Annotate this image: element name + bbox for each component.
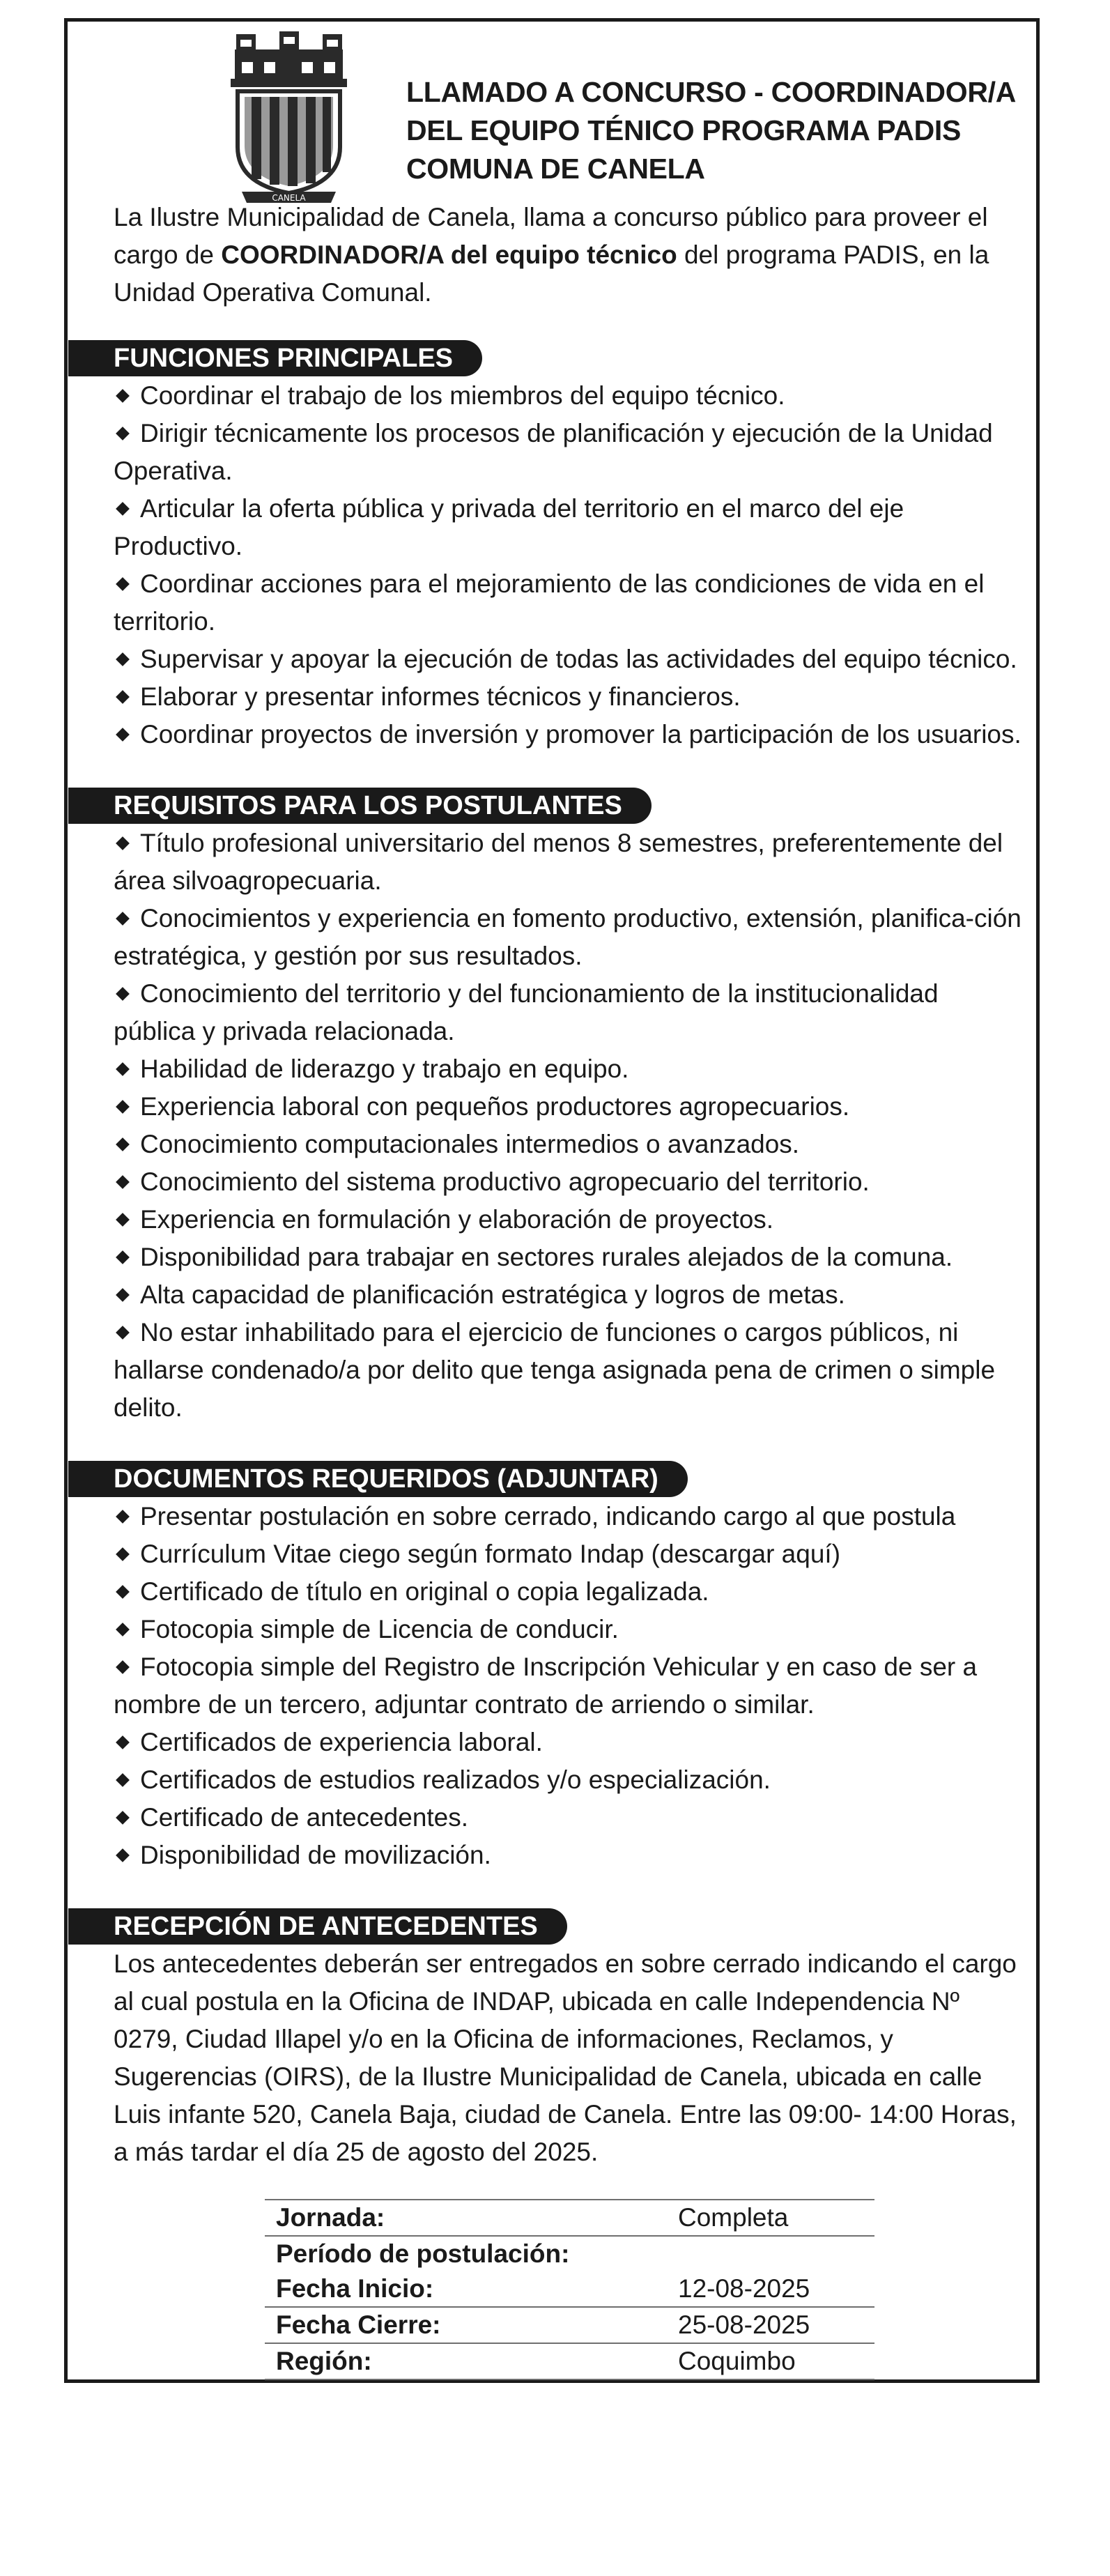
list-item-text: Experiencia en formulación y elaboración de proyectos. <box>140 1205 774 1234</box>
list-item-text: Certificado de título en original o copia legalizada. <box>140 1577 709 1606</box>
table-value: 25-08-2025 <box>667 2307 874 2343</box>
list-item-text: Disponibilidad para trabajar en sectores rurales alejados de la comuna. <box>140 1243 953 1271</box>
list-item <box>114 1724 1026 1761</box>
list-item <box>114 1799 1026 1837</box>
diamond-bullet-icon <box>116 912 130 926</box>
section-heading-documentos <box>114 1460 1026 1498</box>
list-item-text: Disponibilidad de movilización. <box>140 1841 491 1869</box>
list-item <box>114 415 1026 490</box>
diamond-bullet-icon <box>116 1175 130 1189</box>
title-line: COMUNA DE CANELA <box>406 153 705 185</box>
page-title <box>406 73 1075 188</box>
diamond-bullet-icon <box>116 728 130 742</box>
list-item <box>114 678 1026 716</box>
table-row <box>265 2307 874 2343</box>
list-item <box>114 1126 1026 1163</box>
list-item-text: Conocimiento del territorio y del funcionamiento de la institucionalidad pública y privada relacionada. <box>114 979 939 1045</box>
diamond-bullet-icon <box>116 1326 130 1340</box>
list-funciones <box>114 377 1026 753</box>
list-item-text: Supervisar y apoyar la ejecución de todas las actividades del equipo técnico. <box>140 645 1017 673</box>
list-item <box>114 1088 1026 1126</box>
table-label: Período de postulación: <box>276 2239 570 2268</box>
table-value: Completa <box>667 2200 874 2236</box>
list-item <box>114 565 1026 641</box>
list-item-text: Certificados de estudios realizados y/o especialización. <box>140 1765 771 1794</box>
diamond-bullet-icon <box>116 1585 130 1599</box>
list-item <box>114 975 1026 1050</box>
canela-crest-icon <box>214 29 364 210</box>
list-item-text: Certificados de experiencia laboral. <box>140 1728 543 1756</box>
list-item <box>114 1201 1026 1239</box>
list-item <box>114 1535 1026 1573</box>
table-row <box>265 2200 874 2236</box>
diamond-bullet-icon <box>116 502 130 516</box>
diamond-bullet-icon <box>116 1660 130 1674</box>
list-item <box>114 1239 1026 1276</box>
table-label: Región: <box>265 2343 667 2379</box>
list-item-text: Coordinar el trabajo de los miembros del equipo técnico. <box>140 381 785 410</box>
list-item-text: Conocimientos y experiencia en fomento productivo, extensión, planifica-ción estratégica, y gestión por sus resultados. <box>114 904 1022 970</box>
diamond-bullet-icon <box>116 1100 130 1114</box>
section-heading-label: REQUISITOS PARA LOS POSTULANTES <box>68 788 652 824</box>
list-item <box>114 1611 1026 1648</box>
diamond-bullet-icon <box>116 1288 130 1302</box>
list-item-text: Conocimiento computacionales intermedios o avanzados. <box>140 1130 800 1158</box>
table-label: Jornada: <box>265 2200 667 2236</box>
diamond-bullet-icon <box>116 1213 130 1227</box>
list-item <box>114 1163 1026 1201</box>
notice-body <box>114 199 1026 2171</box>
section-heading-label: RECEPCIÓN DE ANTECEDENTES <box>68 1908 567 1945</box>
list-item <box>114 1573 1026 1611</box>
diamond-bullet-icon <box>116 389 130 403</box>
title-line: DEL EQUIPO TÉNICO PROGRAMA PADIS <box>406 114 962 146</box>
diamond-bullet-icon <box>116 1062 130 1076</box>
list-item-text: Articular la oferta pública y privada del territorio en el marco del eje Productivo. <box>114 494 904 560</box>
diamond-bullet-icon <box>116 577 130 591</box>
list-item-text: Coordinar acciones para el mejoramiento de las condiciones de vida en el territorio. <box>114 569 985 636</box>
diamond-bullet-icon <box>116 1735 130 1749</box>
diamond-bullet-icon <box>116 652 130 666</box>
intro-paragraph <box>114 199 1026 312</box>
list-item-text: Experiencia laboral con pequeños productores agropecuarios. <box>140 1092 850 1121</box>
list-item <box>114 1314 1026 1427</box>
diamond-bullet-icon <box>116 1811 130 1825</box>
table-value <box>667 2236 874 2271</box>
diamond-bullet-icon <box>116 1250 130 1264</box>
section-heading-label: FUNCIONES PRINCIPALES <box>68 340 482 376</box>
list-item <box>114 1050 1026 1088</box>
list-item-text: Alta capacidad de planificación estratégica y logros de metas. <box>140 1280 845 1309</box>
diamond-bullet-icon <box>116 836 130 850</box>
table-value: Coquimbo <box>667 2343 874 2379</box>
reception-paragraph: Los antecedentes deberán ser entregados en sobre cerrado indicando el cargo al cual postula en la Oficina de INDAP, ubicada en calle Independencia Nº 0279, Ciudad Illapel y/o en la Oficina de informaciones, Reclamos, y Sugerencias (OIRS), de la Ilustre Municipalidad de Canela, ubicada en calle Luis infante 520, Canela Baja, ciudad de Canela. Entre las 09:00- 14:00 Horas, a más tardar el día 25 de agosto del 2025. <box>114 1949 1017 2166</box>
list-item-text: Fotocopia simple de Licencia de conducir. <box>140 1615 619 1643</box>
diamond-bullet-icon <box>116 427 130 440</box>
table-row <box>265 2271 874 2307</box>
list-item-text: Elaborar y presentar informes técnicos y financieros. <box>140 682 741 711</box>
diamond-bullet-icon <box>116 987 130 1001</box>
list-item-text: No estar inhabilitado para el ejercicio de funciones o cargos públicos, ni hallarse condenado/a por delito que tenga asignada pena de crimen o simple delito. <box>114 1318 996 1422</box>
section-heading-funciones <box>114 339 1026 377</box>
title-line: LLAMADO A CONCURSO - COORDINADOR/A <box>406 76 1017 108</box>
info-table <box>265 2199 874 2380</box>
intro-text-end: del programa PADIS, en la Unidad Operativa Comunal. <box>114 240 989 307</box>
section-heading-requisitos <box>114 787 1026 825</box>
list-item <box>114 825 1026 900</box>
table-row <box>265 2343 874 2379</box>
diamond-bullet-icon <box>116 1773 130 1787</box>
list-item-text: Currículum Vitae ciego según formato Indap (descargar aquí) <box>140 1540 841 1568</box>
section-heading-recepcion <box>114 1908 1026 1945</box>
diamond-bullet-icon <box>116 1510 130 1524</box>
list-item-text: Certificado de antecedentes. <box>140 1803 469 1832</box>
list-item <box>114 377 1026 415</box>
crest-ribbon-text: CANELA <box>272 193 306 203</box>
diamond-bullet-icon <box>116 1623 130 1636</box>
list-item-text: Conocimiento del sistema productivo agropecuario del territorio. <box>140 1167 870 1196</box>
table-row <box>265 2236 874 2271</box>
table-label: Fecha Cierre: <box>265 2307 667 2343</box>
list-item-text: Habilidad de liderazgo y trabajo en equipo. <box>140 1055 629 1083</box>
list-item <box>114 1837 1026 1874</box>
table-value: 12-08-2025 <box>667 2271 874 2307</box>
list-item-text: Presentar postulación en sobre cerrado, indicando cargo al que postula <box>140 1502 956 1531</box>
diamond-bullet-icon <box>116 1137 130 1151</box>
list-item <box>114 1648 1026 1724</box>
list-item <box>114 641 1026 678</box>
list-item <box>114 900 1026 975</box>
list-item <box>114 1498 1026 1535</box>
list-item-text: Coordinar proyectos de inversión y promover la participación de los usuarios. <box>140 720 1022 749</box>
list-requisitos <box>114 825 1026 1427</box>
diamond-bullet-icon <box>116 690 130 704</box>
list-item <box>114 1276 1026 1314</box>
intro-bold-position: COORDINADOR/A del equipo técnico <box>221 240 677 269</box>
list-item-text: Título profesional universitario del menos 8 semestres, preferentemente del área silvoagropecuaria. <box>114 829 1003 895</box>
list-item <box>114 490 1026 565</box>
intro-text: La Ilustre Municipalidad de Canela, llama a concurso público para proveer el cargo de <box>114 203 988 269</box>
list-item <box>114 1761 1026 1799</box>
list-item <box>114 716 1026 753</box>
section-heading-label: DOCUMENTOS REQUERIDOS (ADJUNTAR) <box>68 1461 688 1497</box>
table-label: Fecha Inicio: <box>265 2271 667 2307</box>
diamond-bullet-icon <box>116 1848 130 1862</box>
list-documentos <box>114 1498 1026 1874</box>
list-item-text: Dirigir técnicamente los procesos de planificación y ejecución de la Unidad Operativa. <box>114 419 993 485</box>
diamond-bullet-icon <box>116 1547 130 1561</box>
list-item-text: Fotocopia simple del Registro de Inscripción Vehicular y en caso de ser a nombre de un tercero, adjuntar contrato de arriendo o similar. <box>114 1653 978 1719</box>
